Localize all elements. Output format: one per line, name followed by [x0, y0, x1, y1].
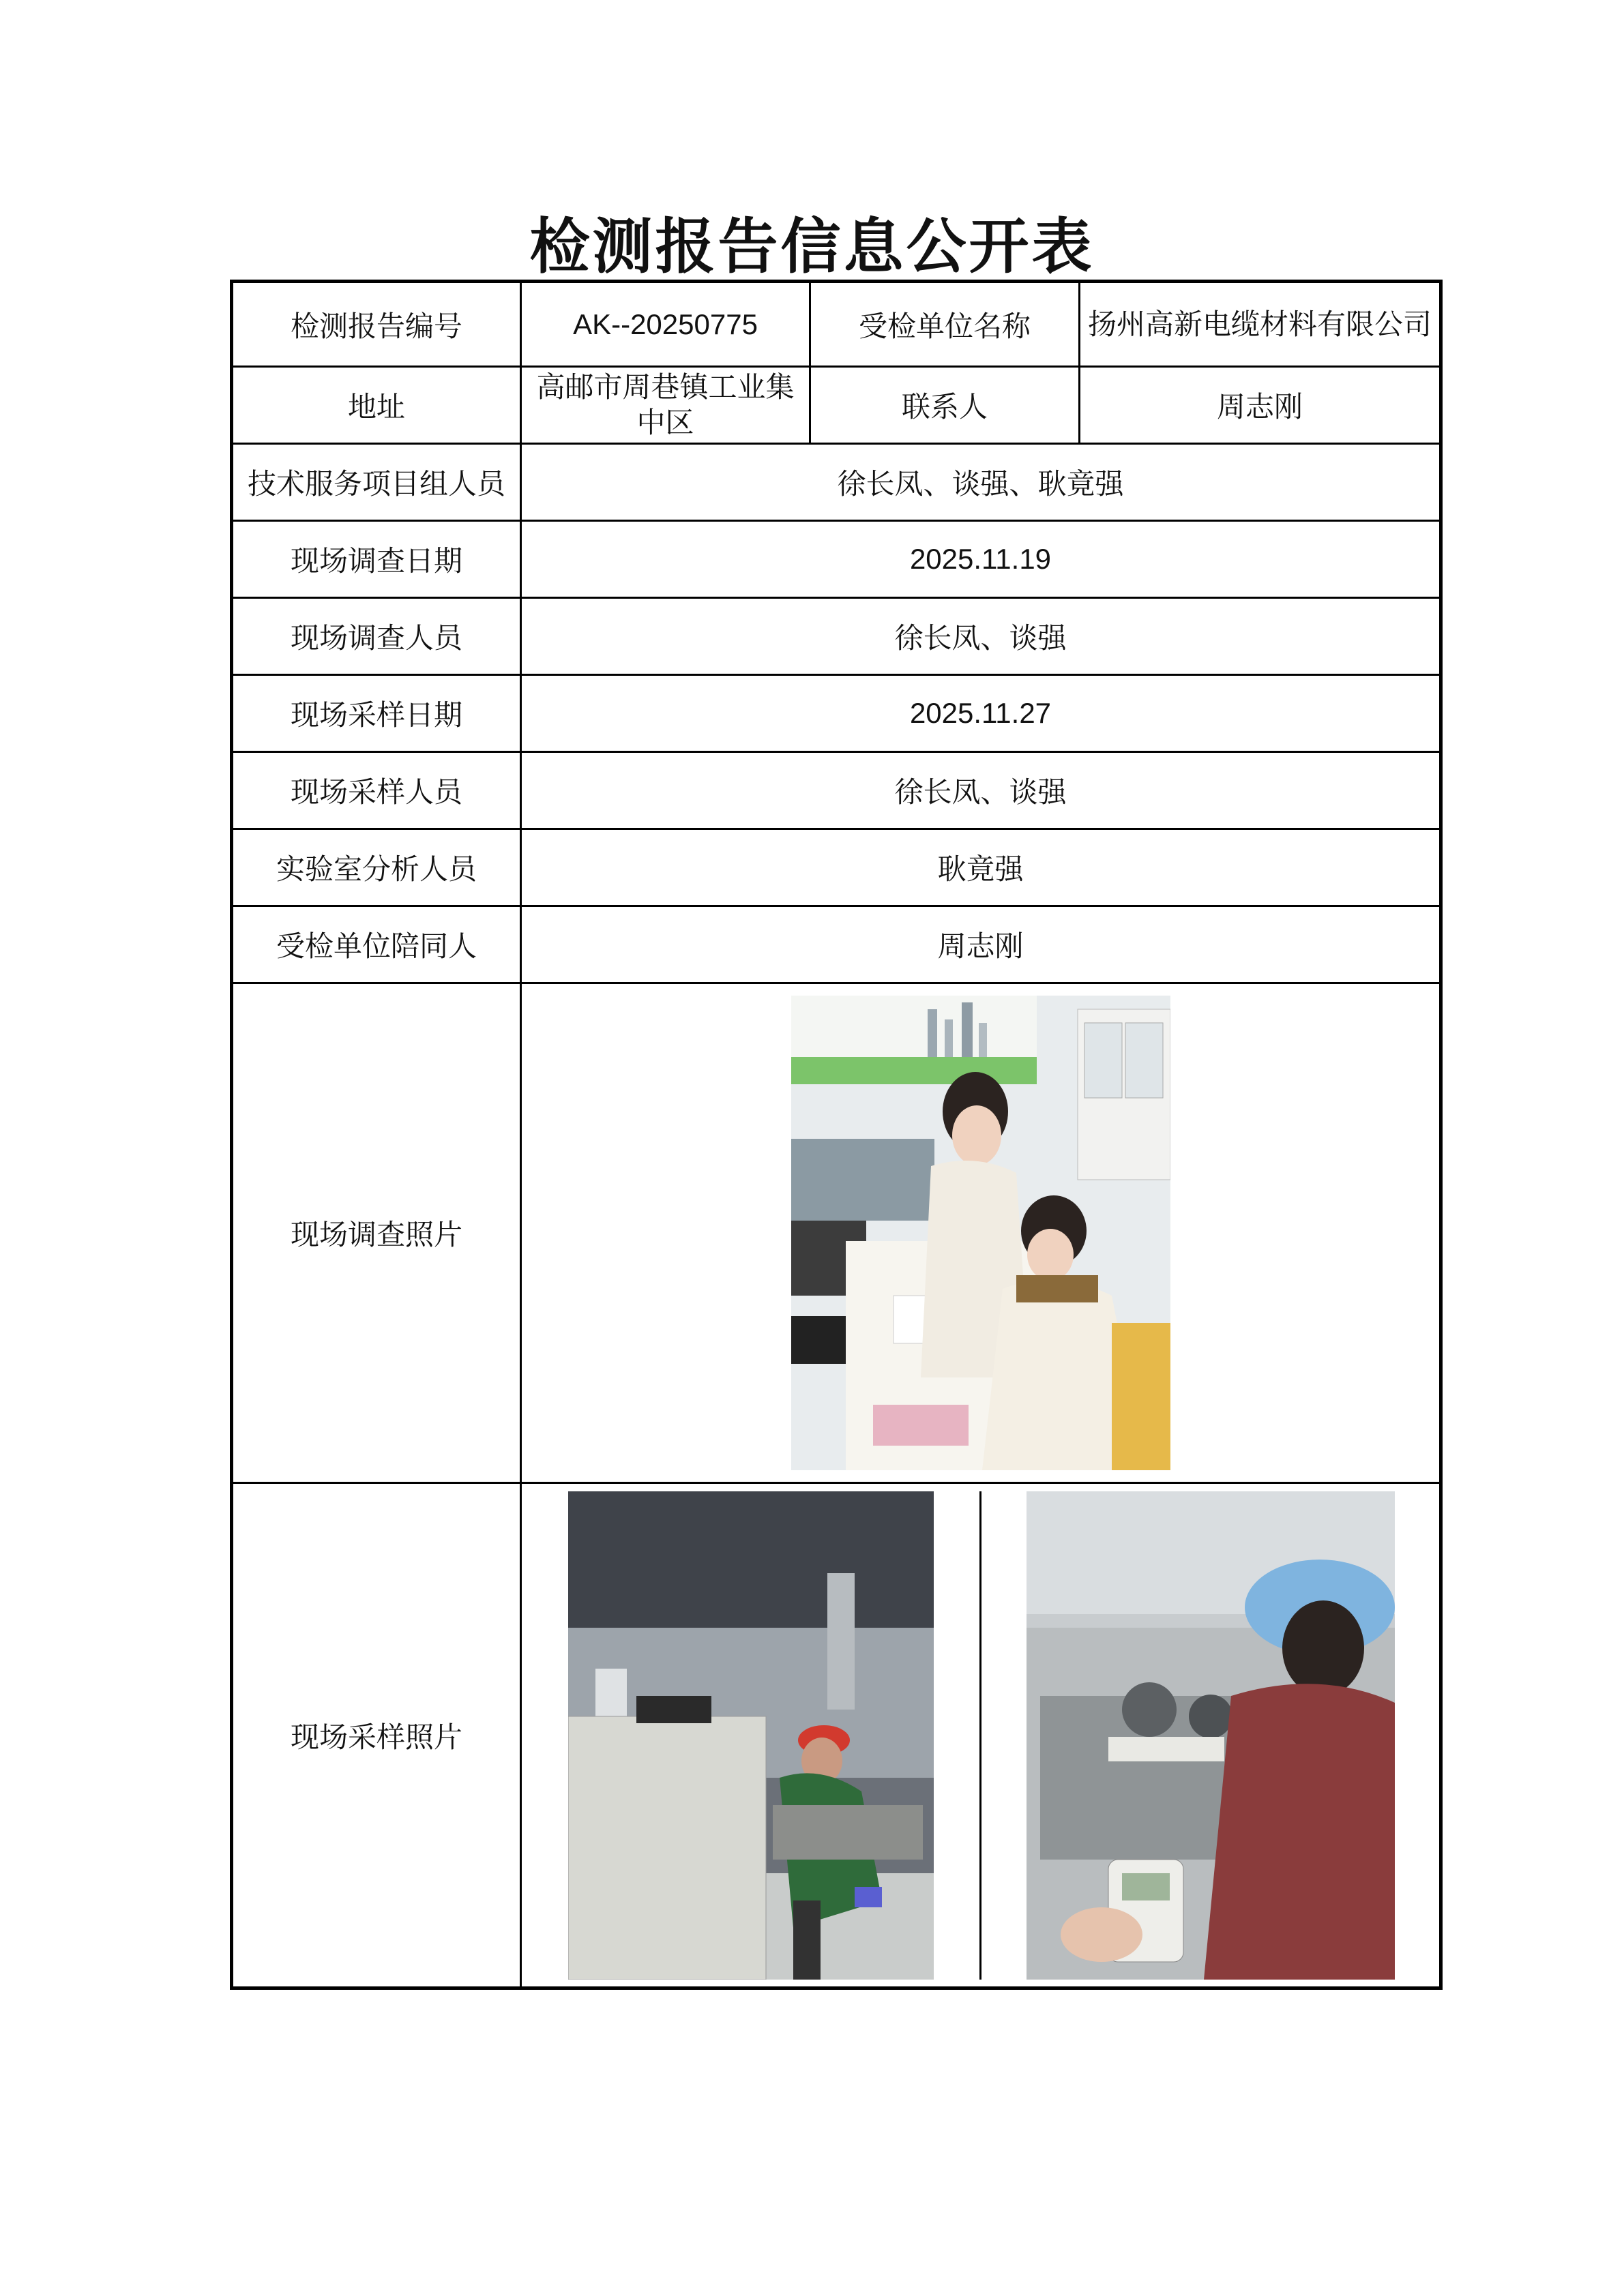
survey-staff-value: 徐长凤、谈强	[521, 598, 1441, 675]
escort-label: 受检单位陪同人	[232, 906, 521, 983]
sampling-date-value: 2025.11.27	[521, 675, 1441, 752]
sampling-photo-right	[1027, 1491, 1395, 1980]
sampling-photo-label: 现场采样照片	[232, 1483, 521, 1988]
contact-value: 周志刚	[1080, 367, 1441, 444]
sampling-date-label: 现场采样日期	[232, 675, 521, 752]
survey-staff-label: 现场调查人员	[232, 598, 521, 675]
contact-label: 联系人	[810, 367, 1080, 444]
sampling-staff-value: 徐长凤、谈强	[521, 752, 1441, 829]
report-no-value: AK--20250775	[521, 282, 810, 367]
unit-name-label: 受检单位名称	[810, 282, 1080, 367]
table-row	[232, 675, 1441, 752]
survey-photo-label: 现场调查照片	[232, 983, 521, 1483]
sampling-staff-label: 现场采样人员	[232, 752, 521, 829]
sampling-photo-cell	[521, 1483, 1441, 1988]
team-label: 技术服务项目组人员	[232, 444, 521, 521]
survey-photo	[791, 996, 1170, 1470]
survey-date-label: 现场调查日期	[232, 521, 521, 598]
table-row	[232, 1483, 1441, 1988]
escort-value: 周志刚	[521, 906, 1441, 983]
sampling-photo-left-frame	[522, 1491, 979, 1980]
sampling-photo-right-frame	[979, 1491, 1439, 1980]
lab-staff-value: 耿竟强	[521, 829, 1441, 906]
table-row	[232, 444, 1441, 521]
table-row	[232, 282, 1441, 367]
table-row	[232, 752, 1441, 829]
page-title: 检测报告信息公开表	[529, 211, 1095, 282]
report-info-table	[230, 280, 1443, 1990]
unit-name-value: 扬州高新电缆材料有限公司	[1080, 282, 1441, 367]
table-row	[232, 598, 1441, 675]
lab-staff-label: 实验室分析人员	[232, 829, 521, 906]
table-row	[232, 983, 1441, 1483]
team-value: 徐长凤、谈强、耿竟强	[521, 444, 1441, 521]
table-row	[232, 367, 1441, 444]
report-no-label: 检测报告编号	[232, 282, 521, 367]
sampling-photo-left	[568, 1491, 934, 1980]
table-row	[232, 906, 1441, 983]
table-row	[232, 521, 1441, 598]
address-value: 高邮市周巷镇工业集中区	[521, 367, 810, 444]
survey-photo-cell	[521, 983, 1441, 1483]
survey-date-value: 2025.11.19	[521, 521, 1441, 598]
address-label: 地址	[232, 367, 521, 444]
table-row	[232, 829, 1441, 906]
